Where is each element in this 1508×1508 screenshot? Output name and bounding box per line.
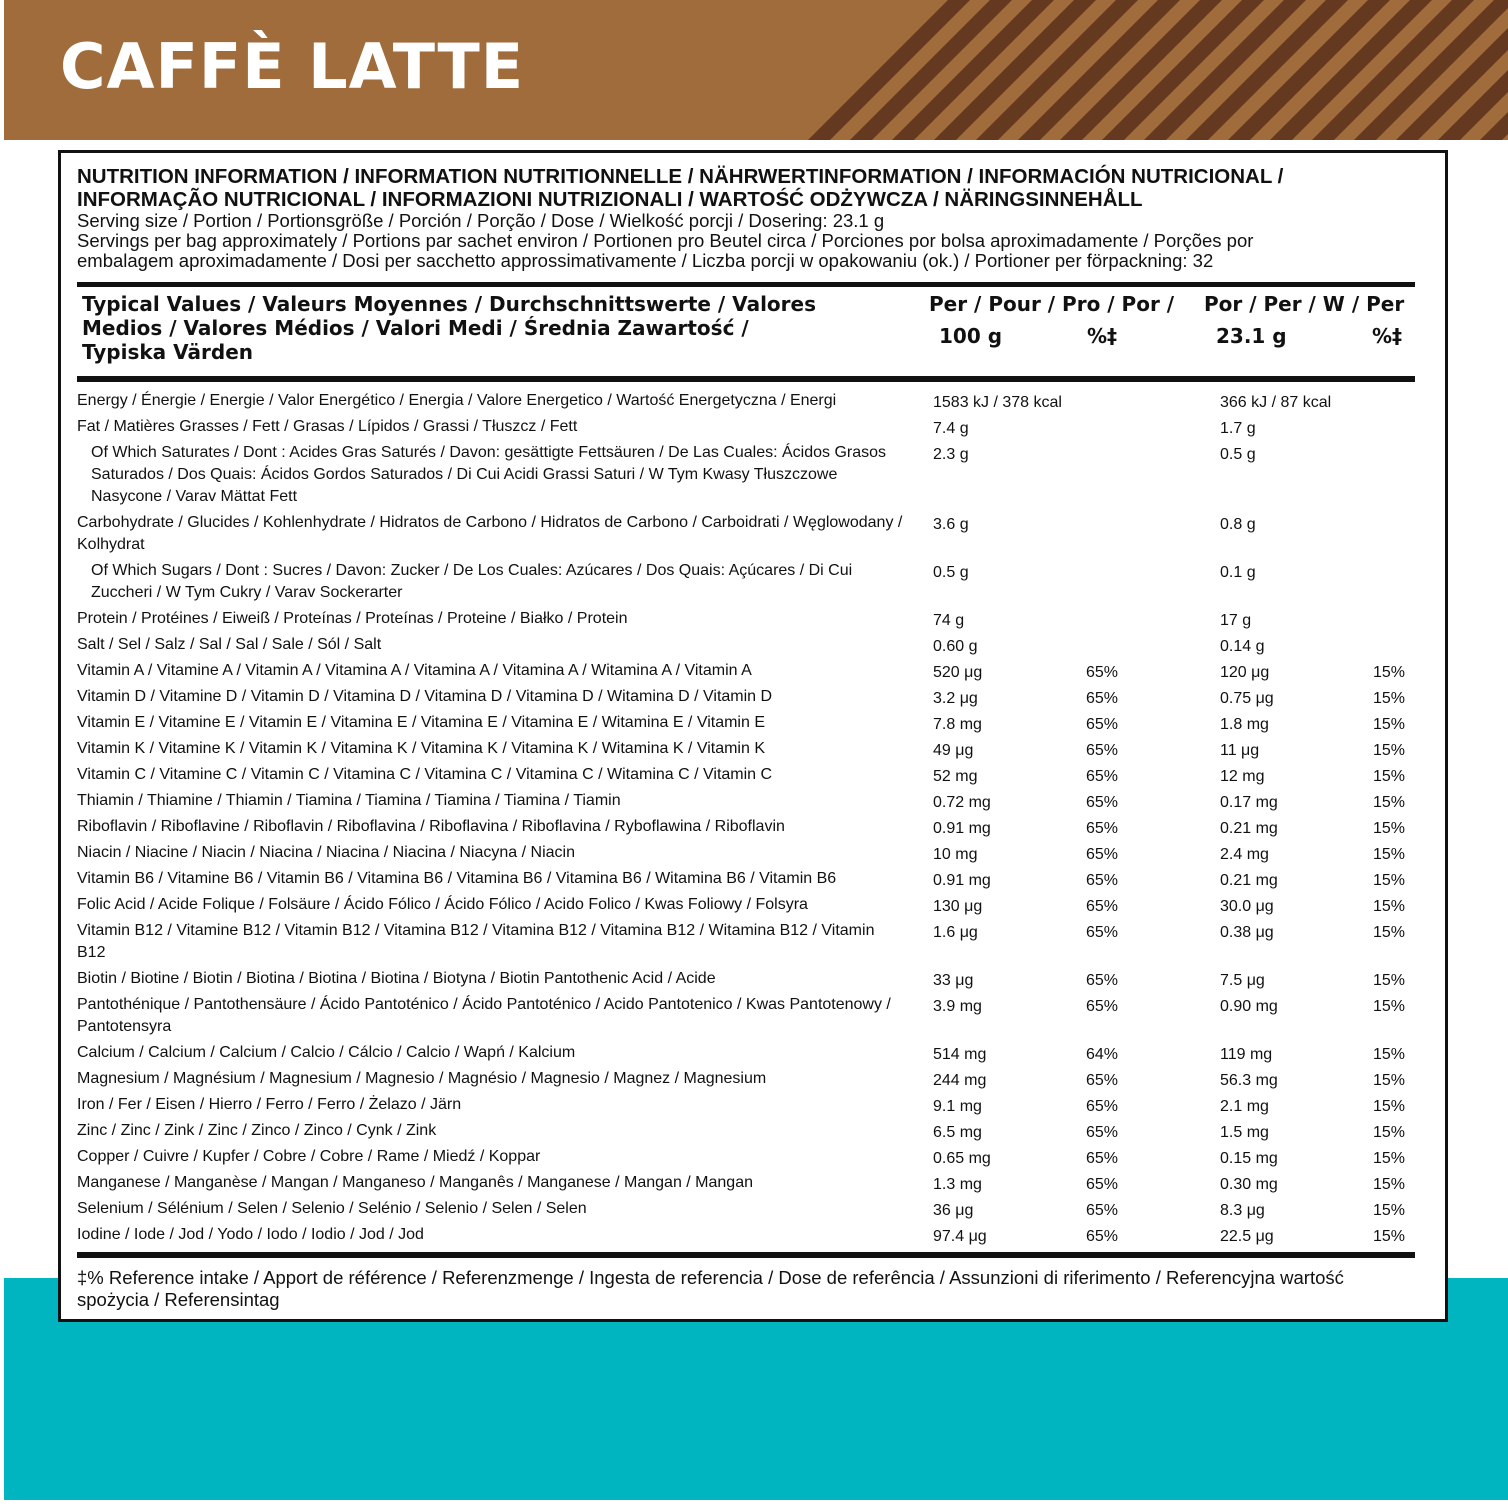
nutrient-name: Of Which Sugars / Dont : Sucres / Davon: Zucker / De Los Cuales: Azúcares / Dos Quais: Açúcares / Di Cui Zuccheri / W Tym Cukry / Varav Sockerarter	[91, 562, 853, 601]
value-per-serving: 0.21 mg	[1220, 820, 1278, 837]
ri-per-serving: 15%	[1373, 1202, 1406, 1219]
nutrient-row	[77, 560, 1417, 604]
nutrient-name: Pantothénique / Pantothensäure / Ácido Pantoténico / Ácido Pantoténico / Acido Pantotenico / Kwas Pantotenowy / Pantotensyra	[77, 996, 891, 1035]
nutrient-name: Iodine / Iode / Jod / Yodo / Iodo / Iodio / Jod / Jod	[77, 1226, 424, 1243]
nutrient-row	[77, 920, 1417, 964]
value-per-100g: 0.91 mg	[933, 820, 991, 837]
value-per-serving: 0.30 mg	[1220, 1176, 1278, 1193]
ri-per-100g: 65%	[1086, 1150, 1119, 1167]
value-per-100g: 520 μg	[933, 664, 983, 681]
ri-per-100g: 65%	[1086, 664, 1119, 681]
value-per-serving: 12 mg	[1220, 768, 1265, 785]
value-per-100g: 3.9 mg	[933, 998, 982, 1015]
value-per-serving: 0.14 g	[1220, 638, 1265, 655]
value-per-100g: 6.5 mg	[933, 1124, 982, 1141]
value-per-100g: 514 mg	[933, 1046, 987, 1063]
value-per-serving: 0.1 g	[1220, 564, 1256, 581]
ri-per-serving: 15%	[1373, 1176, 1406, 1193]
nutrient-row	[77, 1172, 1417, 1194]
nutrient-name: Folic Acid / Acide Folique / Folsäure / Ácido Fólico / Ácido Fólico / Acido Folico / Kwas Foliowy / Folsyra	[77, 896, 808, 913]
nutrient-name: Riboflavin / Riboflavine / Riboflavin / Riboflavina / Riboflavina / Riboflavina / Ryboflawina / Riboflavin	[77, 818, 785, 835]
divider-top	[77, 282, 1415, 287]
nutrient-name: Thiamin / Thiamine / Thiamin / Tiamina / Tiamina / Tiamina / Tiamina / Tiamin	[77, 792, 621, 809]
value-per-serving: 119 mg	[1220, 1046, 1273, 1063]
value-per-100g: 7.8 mg	[933, 716, 982, 733]
servings-per-bag-line2: embalagem aproximadamente / Dosi per sacchetto approssimativamente / Liczba porcji w opakowaniu (ok.) / Portioner per förpackning: 32	[77, 250, 1214, 271]
nutrient-row	[77, 1120, 1417, 1142]
nutrient-row	[77, 712, 1417, 734]
ri-per-serving: 15%	[1373, 998, 1406, 1015]
value-per-100g: 244 mg	[933, 1072, 987, 1089]
nutrient-row	[77, 994, 1417, 1038]
nutrition-heading-line1: NUTRITION INFORMATION / INFORMATION NUTRITIONNELLE / NÄHRWERTINFORMATION / INFORMACIÓN NUTRICIONAL /	[77, 165, 1284, 188]
nutrient-row	[77, 842, 1417, 864]
ri-100g-header: %‡	[1087, 324, 1118, 348]
nutrient-rows	[77, 390, 1417, 1250]
per-100g-header: 100 g	[939, 324, 1003, 348]
ri-per-100g: 65%	[1086, 972, 1119, 989]
value-per-100g: 10 mg	[933, 846, 978, 863]
ri-per-serving: 15%	[1373, 846, 1406, 863]
nutrient-row	[77, 738, 1417, 760]
ri-per-100g: 65%	[1086, 716, 1119, 733]
value-per-serving: 0.5 g	[1220, 446, 1256, 463]
nutrient-row	[77, 390, 1417, 412]
nutrient-row	[77, 1094, 1417, 1116]
nutrient-name: Vitamin B6 / Vitamine B6 / Vitamin B6 / Vitamina B6 / Vitamina B6 / Vitamina B6 / Witamina B6 / Vitamin B6	[77, 870, 837, 887]
nutrient-row	[77, 1224, 1417, 1246]
nutrient-name: Zinc / Zinc / Zink / Zinc / Zinco / Zinco / Cynk / Zink	[77, 1122, 437, 1139]
nutrient-name: Manganese / Manganèse / Mangan / Manganeso / Manganês / Manganese / Mangan / Mangan	[77, 1174, 753, 1191]
value-per-100g: 33 μg	[933, 972, 974, 989]
ri-per-serving: 15%	[1373, 972, 1406, 989]
value-per-100g: 1583 kJ / 378 kcal	[933, 394, 1062, 411]
nutrient-row	[77, 660, 1417, 682]
ri-per-serving: 15%	[1373, 690, 1406, 707]
ri-per-100g: 65%	[1086, 1098, 1119, 1115]
value-per-100g: 97.4 μg	[933, 1228, 987, 1245]
nutrient-row	[77, 512, 1417, 556]
nutrient-name: Biotin / Biotine / Biotin / Biotina / Biotina / Biotina / Biotyna / Biotin Pantothenic Acid / Acide	[77, 970, 716, 987]
nutrient-name: Calcium / Calcium / Calcium / Calcio / Cálcio / Calcio / Wapń / Kalcium	[77, 1044, 576, 1061]
ri-per-100g: 65%	[1086, 846, 1119, 863]
value-per-serving: 30.0 μg	[1220, 898, 1274, 915]
value-per-100g: 0.72 mg	[933, 794, 991, 811]
per-serving-header-top: Por / Per / W / Per	[1204, 292, 1405, 316]
ri-per-serving: 15%	[1373, 924, 1406, 941]
ri-per-100g: 65%	[1086, 1176, 1119, 1193]
ri-per-100g: 65%	[1086, 898, 1119, 915]
ri-per-100g: 64%	[1086, 1046, 1119, 1063]
nutrient-row	[77, 608, 1417, 630]
value-per-serving: 120 μg	[1220, 664, 1270, 681]
nutrient-row	[77, 1068, 1417, 1090]
value-per-serving: 7.5 μg	[1220, 972, 1265, 989]
value-per-serving: 11 μg	[1220, 742, 1260, 759]
product-banner	[4, 0, 1508, 140]
value-per-serving: 366 kJ / 87 kcal	[1220, 394, 1332, 411]
nutrient-name: Protein / Protéines / Eiweiß / Proteínas / Proteínas / Proteine / Białko / Protein	[77, 610, 628, 627]
nutrient-row	[77, 686, 1417, 708]
value-per-100g: 3.2 μg	[933, 690, 978, 707]
value-per-serving: 0.17 mg	[1220, 794, 1278, 811]
value-per-serving: 22.5 μg	[1220, 1228, 1274, 1245]
ri-serving-header: %‡	[1372, 324, 1403, 348]
serving-size: Serving size / Portion / Portionsgröße / Porción / Porção / Dose / Wielkość porcji / Dosering: 23.1 g	[77, 210, 885, 231]
product-title: CAFFÈ LATTE	[60, 30, 525, 103]
value-per-100g: 0.91 mg	[933, 872, 991, 889]
value-per-100g: 52 mg	[933, 768, 978, 785]
nutrient-row	[77, 442, 1417, 508]
value-per-100g: 2.3 g	[933, 446, 969, 463]
ri-per-100g: 65%	[1086, 794, 1119, 811]
ri-per-100g: 65%	[1086, 1072, 1119, 1089]
value-per-serving: 2.1 mg	[1220, 1098, 1269, 1115]
value-per-serving: 17 g	[1220, 612, 1252, 629]
ri-per-100g: 65%	[1086, 820, 1119, 837]
value-per-serving: 0.21 mg	[1220, 872, 1278, 889]
value-per-100g: 0.60 g	[933, 638, 978, 655]
per-serving-header: 23.1 g	[1216, 324, 1287, 348]
nutrient-row	[77, 634, 1417, 656]
ri-per-100g: 65%	[1086, 1202, 1119, 1219]
nutrient-name: Vitamin B12 / Vitamine B12 / Vitamin B12 / Vitamina B12 / Vitamina B12 / Vitamina B12 / Witamina B12 / Vitamin B12	[77, 922, 875, 961]
ri-per-serving: 15%	[1373, 768, 1406, 785]
ri-per-serving: 15%	[1373, 742, 1406, 759]
ri-per-serving: 15%	[1373, 1124, 1406, 1141]
value-per-100g: 36 μg	[933, 1202, 974, 1219]
ri-per-serving: 15%	[1373, 1072, 1406, 1089]
ri-per-100g: 65%	[1086, 742, 1119, 759]
ri-per-serving: 15%	[1373, 1046, 1406, 1063]
ri-per-100g: 65%	[1086, 998, 1119, 1015]
ri-per-100g: 65%	[1086, 1228, 1119, 1245]
value-per-100g: 0.65 mg	[933, 1150, 991, 1167]
ri-per-serving: 15%	[1373, 872, 1406, 889]
ri-per-100g: 65%	[1086, 690, 1119, 707]
nutrient-name: Selenium / Sélénium / Selen / Selenio / Selénio / Selenio / Selen / Selen	[77, 1200, 587, 1217]
nutrient-name: Magnesium / Magnésium / Magnesium / Magnesio / Magnésio / Magnesio / Magnez / Magnesium	[77, 1070, 767, 1087]
nutrient-row	[77, 1198, 1417, 1220]
typical-values-header: Typical Values / Valeurs Moyennes / Durchschnittswerte / Valores Medios / Valores Médios / Valori Medi / Średnia Zawartość / Typiska Värden	[82, 292, 816, 364]
value-per-serving: 1.7 g	[1220, 420, 1256, 437]
nutrient-row	[77, 764, 1417, 786]
value-per-100g: 49 μg	[933, 742, 974, 759]
value-per-serving: 0.38 μg	[1220, 924, 1274, 941]
nutrient-name: Salt / Sel / Salz / Sal / Sal / Sale / Sól / Salt	[77, 636, 382, 653]
value-per-100g: 1.6 μg	[933, 924, 978, 941]
servings-per-bag-line1: Servings per bag approximately / Portions par sachet environ / Portionen pro Beutel circa / Porciones por bolsa aproximadamente / Porções por	[77, 230, 1254, 251]
divider-middle	[77, 376, 1415, 382]
ri-per-serving: 15%	[1373, 820, 1406, 837]
nutrition-panel	[58, 150, 1448, 1322]
ri-per-serving: 15%	[1373, 1098, 1406, 1115]
stripe	[808, 0, 980, 140]
nutrient-row	[77, 968, 1417, 990]
ri-per-serving: 15%	[1373, 1150, 1406, 1167]
value-per-serving: 0.90 mg	[1220, 998, 1278, 1015]
nutrient-name: Vitamin A / Vitamine A / Vitamin A / Vitamina A / Vitamina A / Vitamina A / Witamina A / Vitamin A	[77, 662, 752, 679]
nutrition-heading-line2: INFORMAÇÃO NUTRICIONAL / INFORMAZIONI NUTRIZIONALI / WARTOŚĆ ODŻYWCZA / NÄRINGSINNEHÅLL	[77, 188, 1143, 211]
ri-per-serving: 15%	[1373, 794, 1406, 811]
nutrient-row	[77, 816, 1417, 838]
nutrient-name: Fat / Matières Grasses / Fett / Grasas / Lípidos / Grassi / Tłuszcz / Fett	[77, 418, 578, 435]
nutrient-row	[77, 416, 1417, 438]
value-per-serving: 1.5 mg	[1220, 1124, 1269, 1141]
divider-bottom	[77, 1252, 1415, 1258]
value-per-100g: 9.1 mg	[933, 1098, 982, 1115]
ri-per-serving: 15%	[1373, 1228, 1406, 1245]
nutrient-row	[77, 894, 1417, 916]
nutrient-name: Niacin / Niacine / Niacin / Niacina / Niacina / Niacina / Niacyna / Niacin	[77, 844, 575, 861]
value-per-100g: 74 g	[933, 612, 965, 629]
ri-per-serving: 15%	[1373, 664, 1406, 681]
value-per-serving: 8.3 μg	[1220, 1202, 1265, 1219]
reference-intake-footnote: ‡% Reference intake / Apport de référence / Referenzmenge / Ingesta de referencia / Dose de referência / Assunzioni di riferimento / Referencyjna wartość spożycia / Referensintag	[77, 1267, 1344, 1310]
nutrient-name: Vitamin D / Vitamine D / Vitamin D / Vitamina D / Vitamina D / Vitamina D / Witamina D / Vitamin D	[77, 688, 773, 705]
value-per-serving: 1.8 mg	[1220, 716, 1269, 733]
value-per-100g: 7.4 g	[933, 420, 969, 437]
per-100g-header-top: Per / Pour / Pro / Por /	[929, 292, 1175, 316]
ri-per-serving: 15%	[1373, 898, 1406, 915]
value-per-100g: 0.5 g	[933, 564, 969, 581]
nutrient-name: Carbohydrate / Glucides / Kohlenhydrate / Hidratos de Carbono / Hidratos de Carbono / Carboidrati / Węglowodany / Kolhydrat	[77, 514, 903, 553]
ri-per-serving: 15%	[1373, 716, 1406, 733]
value-per-100g: 130 μg	[933, 898, 983, 915]
value-per-serving: 2.4 mg	[1220, 846, 1269, 863]
ri-per-100g: 65%	[1086, 872, 1119, 889]
ri-per-100g: 65%	[1086, 768, 1119, 785]
nutrient-name: Energy / Énergie / Energie / Valor Energético / Energia / Valore Energetico / Wartość Energetyczna / Energi	[77, 392, 837, 409]
value-per-serving: 0.8 g	[1220, 516, 1256, 533]
value-per-serving: 0.15 mg	[1220, 1150, 1278, 1167]
diagonal-stripes-decoration	[788, 0, 1508, 140]
nutrient-name: Vitamin C / Vitamine C / Vitamin C / Vitamina C / Vitamina C / Vitamina C / Witamina C / Vitamin C	[77, 766, 773, 783]
nutrient-name: Copper / Cuivre / Kupfer / Cobre / Cobre / Rame / Miedź / Koppar	[77, 1148, 541, 1165]
nutrient-name: Vitamin K / Vitamine K / Vitamin K / Vitamina K / Vitamina K / Vitamina K / Witamina K / Vitamin K	[77, 740, 765, 757]
nutrient-row	[77, 790, 1417, 812]
nutrient-name: Vitamin E / Vitamine E / Vitamin E / Vitamina E / Vitamina E / Vitamina E / Witamina E / Vitamin E	[77, 714, 765, 731]
nutrition-header	[77, 165, 1427, 271]
nutrient-row	[77, 1042, 1417, 1064]
ri-per-100g: 65%	[1086, 1124, 1119, 1141]
nutrient-row	[77, 868, 1417, 890]
nutrient-name: Of Which Saturates / Dont : Acides Gras Saturés / Davon: gesättigte Fettsäuren / De Las Cuales: Ácidos Grasos Saturados / Dos Quais: Ácidos Gordos Saturados / Di Cui Acidi Grassi Saturi / W Tym Kwasy Tłuszczowe Nasycone / Varav Mättat Fett	[91, 444, 887, 505]
nutrient-name: Iron / Fer / Eisen / Hierro / Ferro / Ferro / Żelazo / Järn	[77, 1096, 462, 1113]
ri-per-100g: 65%	[1086, 924, 1119, 941]
value-per-100g: 3.6 g	[933, 516, 969, 533]
value-per-serving: 56.3 mg	[1220, 1072, 1278, 1089]
value-per-100g: 1.3 mg	[933, 1176, 982, 1193]
nutrient-row	[77, 1146, 1417, 1168]
value-per-serving: 0.75 μg	[1220, 690, 1274, 707]
